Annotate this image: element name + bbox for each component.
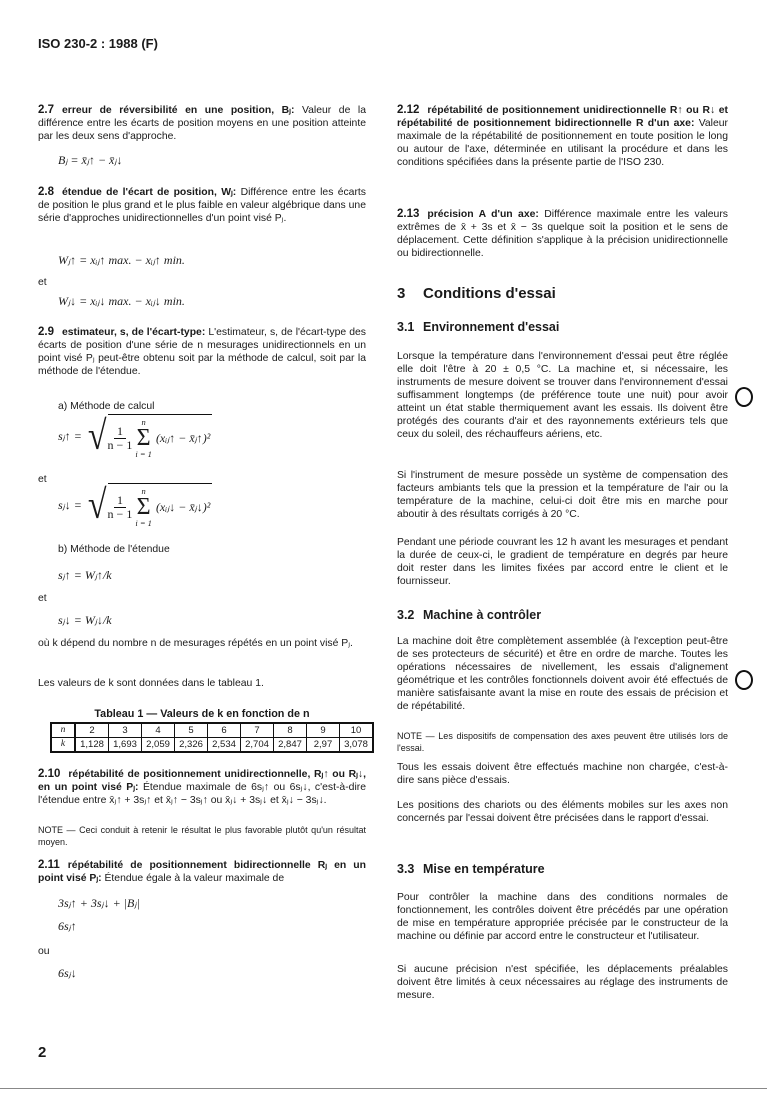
section-text: Valeur de la différence entre les écarts de position moyens en une position atteinte par les deux sens d'approche. — [38, 105, 366, 142]
section-2-7 — [38, 104, 366, 143]
section-text: Étendue maximale de 6sⱼ↑ ou 6sⱼ↓, c'est-à-dire l'étendue entre x̄ⱼ↑ + 3sⱼ↑ et x̄ⱼ↑ − 3sⱼ↑ ou x̄ⱼ↓ + 3sⱼ↓ et x̄ⱼ↓ − 3sⱼ↓. — [38, 782, 366, 806]
section-2-13 — [397, 208, 728, 260]
formula-lhs: sⱼ↓ = — [58, 498, 82, 512]
table-cell: 8 — [274, 723, 307, 738]
table-caption: Tableau 1 — Valeurs de k en fonction de n — [94, 708, 310, 720]
table-cell: 2,97 — [307, 738, 340, 753]
sum-symbol: n Σ i = 1 — [135, 417, 152, 459]
heading-title: Conditions d'essai — [423, 285, 556, 302]
heading-3-2 — [397, 609, 728, 622]
paragraph: La machine doit être complètement assemblée (à l'exception peut-être de ses protecteurs de sécurité) et être en ordre de marche. Toutes les opérations nécessaires de nivellement, les essais d'alignement géométrique et les contrôles fonctionnels doivent avoir été effectués de manière satisfaisante avant la mise en route des essais de précision et de répétabilité. — [397, 636, 728, 712]
sum-upper: n — [141, 417, 146, 427]
section-term: répétabilité de positionnement bidirectionnelle Rⱼ en un point visé Pⱼ: — [38, 860, 366, 884]
section-term: étendue de l'écart de position, Wⱼ: — [62, 187, 237, 198]
section-number: 2.12 — [397, 104, 420, 116]
radicand — [108, 414, 213, 459]
sqrt-symbol: √ — [87, 413, 107, 459]
fraction — [108, 494, 133, 521]
denominator: n − 1 — [107, 506, 133, 521]
et-label: et — [38, 474, 47, 485]
radicand — [108, 483, 213, 528]
sum-lower: i = 1 — [135, 449, 152, 459]
et-label: et — [38, 593, 47, 604]
sum-body: (xᵢⱼ↓ − x̄ⱼ↓)² — [155, 499, 211, 514]
k-reference: Les valeurs de k sont données dans le tableau 1. — [38, 678, 264, 689]
paragraph: Si l'instrument de mesure possède un système de compensation des facteurs ambiants tels que la pression et la température de l'air ou la température de la machine, celui-ci doit être mis en marche pour aboutir à des résultats corrigés à 20 °C. — [397, 470, 728, 520]
formula-rj-2: 6sⱼ↑ — [58, 919, 77, 933]
heading-3 — [397, 287, 728, 300]
section-2-11 — [38, 859, 366, 885]
sqrt-symbol: √ — [87, 482, 107, 528]
section-term: précision A d'un axe: — [427, 209, 539, 220]
note-3-2: NOTE — Les dispositifs de compensation des axes peuvent être utilisés lors de l'essai. — [397, 731, 728, 753]
k-explanation: où k dépend du nombre n de mesurages répétés en un point visé Pⱼ. — [38, 638, 353, 649]
formula-bj: Bⱼ = x̄ⱼ↑ − x̄ⱼ↓ — [58, 153, 123, 167]
heading-title: Environnement d'essai — [423, 320, 560, 334]
row-header: n — [51, 723, 75, 738]
heading-title: Mise en température — [423, 862, 545, 876]
heading-title: Machine à contrôler — [423, 608, 542, 622]
section-term: erreur de réversibilité en une position, Bⱼ: — [62, 105, 295, 116]
scan-edge-line — [0, 1088, 767, 1089]
heading-number: 3.3 — [397, 862, 415, 876]
formula-wj-up: Wⱼ↑ = xᵢⱼ↑ max. − xᵢⱼ↑ min. — [58, 253, 185, 267]
section-text: Différence maximale entre les valeurs extrêmes de x̄ + 3s et x̄ − 3s quelque soit la position et le sens de déplacement. Cette définition s'applique à la précision unidirectionnelle ou bidirectionnelle. — [397, 209, 728, 259]
sum-lower: i = 1 — [135, 518, 152, 528]
section-2-10 — [38, 768, 366, 807]
sum-body: (xᵢⱼ↑ − x̄ⱼ↑)² — [155, 430, 211, 445]
punch-hole-icon — [735, 387, 753, 407]
formula-sj-up-calc — [58, 414, 212, 459]
formula-rj-1: 3sⱼ↑ + 3sⱼ↓ + |Bⱼ| — [58, 896, 140, 910]
et-label: et — [38, 277, 47, 288]
heading-3-1 — [397, 321, 728, 334]
note-2-10: NOTE — Ceci conduit à retenir le résultat le plus favorable plutôt qu'un résultat moyen. — [38, 825, 366, 847]
fraction — [108, 425, 133, 452]
section-term: répétabilité de positionnement unidirectionnelle, Rⱼ↑ ou Rⱼ↓, en un point visé Pⱼ: — [38, 769, 366, 793]
formula-lhs: sⱼ↑ = — [58, 429, 82, 443]
table-cell: 3,078 — [340, 738, 374, 753]
table-cell: 9 — [307, 723, 340, 738]
section-2-8 — [38, 186, 366, 225]
paragraph: Lorsque la température dans l'environnement d'essai peut être réglée elle doit l'être à 20 ± 0,5 °C. La machine et, si nécessaire, les instruments de mesure doivent se trouver dans l'environnement d'essai suffisamment longtemps (de préférence toute une nuit) pour avoir atteint un état stable thermiquement avant les essais. Ils doivent être protégés des courants d'air et des rayonnements extérieurs tels que ceux du soleil, des réchauffeurs aériens, etc. — [397, 351, 728, 440]
heading-number: 3 — [397, 285, 406, 302]
table-cell: 2 — [75, 723, 109, 738]
formula-rj-3: 6sⱼ↓ — [58, 966, 77, 980]
formula-wj-down: Wⱼ↓ = xᵢⱼ↓ max. − xᵢⱼ↓ min. — [58, 294, 185, 308]
denominator: n − 1 — [107, 437, 133, 452]
heading-3-3 — [397, 863, 728, 876]
row-header: k — [51, 738, 75, 753]
section-number: 2.11 — [38, 859, 60, 871]
method-b-label: b) Méthode de l'étendue — [58, 544, 170, 555]
table-cell: 2,326 — [175, 738, 208, 753]
method-a-label: a) Méthode de calcul — [58, 401, 155, 412]
formula-sj-down-calc — [58, 483, 212, 528]
paragraph: Les positions des chariots ou des éléments mobiles sur les axes non concernés par l'essai doivent être précisées dans le rapport d'essai. — [397, 800, 728, 824]
section-text: L'estimateur, s, de l'écart-type des écarts de position d'une série de n mesurages unidirectionnels en un point visé Pⱼ peut-être obtenu soit par la méthode de calcul, soit par la méthode de l'étendue. — [38, 327, 366, 377]
table-cell: 10 — [340, 723, 374, 738]
table-cell: 2,847 — [274, 738, 307, 753]
table-row-n — [51, 723, 373, 738]
table-row-k — [51, 738, 373, 753]
paragraph: Pour contrôler la machine dans des conditions normales de fonctionnement, les contrôles doivent être précédés par une opération de mise en température appropriée précisée par le constructeur de la machine ou définie par accord entre le constructeur et l'utilisateur. — [397, 892, 728, 942]
section-number: 2.9 — [38, 326, 54, 338]
heading-number: 3.2 — [397, 608, 415, 622]
section-2-12 — [397, 104, 728, 169]
formula-sj-down-range: sⱼ↓ = Wⱼ↓/k — [58, 613, 112, 627]
table-cell: 4 — [142, 723, 175, 738]
section-text: Différence entre les écarts de position le plus grand et le plus faible en valeur algébrique dans une série d'approches unidirectionnelles d'un point visé Pⱼ. — [38, 187, 367, 224]
formula-sj-up-range: sⱼ↑ = Wⱼ↑/k — [58, 568, 112, 582]
ou-label: ou — [38, 946, 50, 957]
section-number: 2.8 — [38, 186, 54, 198]
table-cell: 2,534 — [208, 738, 241, 753]
paragraph: Tous les essais doivent être effectués machine non chargée, c'est-à-dire sans pièce d'essais. — [397, 762, 728, 786]
table-cell: 1,693 — [109, 738, 142, 753]
section-number: 2.13 — [397, 208, 420, 220]
k-values-table — [50, 722, 374, 753]
paragraph: Si aucune précision n'est spécifiée, les déplacements préalables doivent être limités à ceux nécessaires au réglage des instruments de mesure. — [397, 964, 728, 1001]
numerator: 1 — [114, 494, 126, 508]
table-cell: 7 — [241, 723, 274, 738]
section-term: estimateur, s, de l'écart-type: — [62, 327, 206, 338]
sum-symbol: n Σ i = 1 — [135, 486, 152, 528]
page-number: 2 — [38, 1044, 47, 1061]
numerator: 1 — [114, 425, 126, 439]
table-cell: 6 — [208, 723, 241, 738]
section-term: répétabilité de positionnement unidirectionnelle R↑ ou R↓ et répétabilité de positionnement bidirectionnelle R d'un axe: — [397, 105, 728, 129]
punch-hole-icon — [735, 670, 753, 690]
table-cell: 2,704 — [241, 738, 274, 753]
section-text: Étendue égale à la valeur maximale de — [101, 873, 285, 884]
table-cell: 3 — [109, 723, 142, 738]
document-header: ISO 230-2 : 1988 (F) — [38, 36, 158, 51]
section-number: 2.10 — [38, 768, 61, 780]
sum-upper: n — [141, 486, 146, 496]
table-cell: 1,128 — [75, 738, 109, 753]
section-text: Valeur maximale de la répétabilité de positionnement en toute position le long ou autour de l'axe, déterminée en utilisant la procédure et dans les conditions spécifiées dans la présente partie de l'ISO 230. — [397, 118, 728, 168]
heading-number: 3.1 — [397, 320, 415, 334]
table-cell: 5 — [175, 723, 208, 738]
paragraph: Pendant une période couvrant les 12 h avant les mesurages et pendant la durée de ceux-ci, le gradient de température en degrés par heure doit rester dans les limites fixées par accord entre le client et le fournisseur. — [397, 537, 728, 587]
table-cell: 2,059 — [142, 738, 175, 753]
section-2-9 — [38, 326, 366, 378]
section-number: 2.7 — [38, 104, 54, 116]
